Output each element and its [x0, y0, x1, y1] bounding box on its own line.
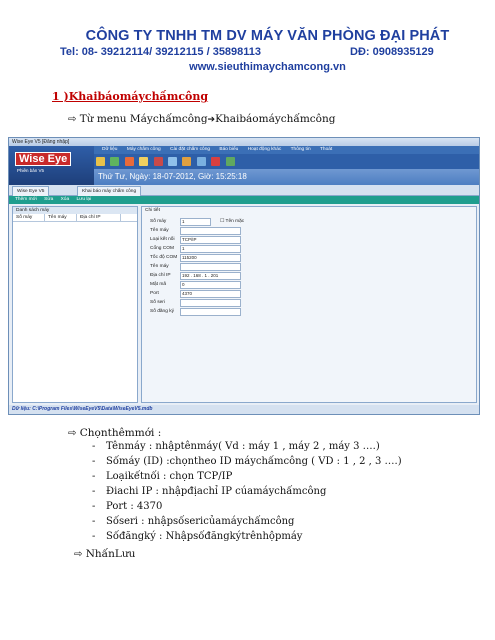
mobile-number: DĐ: 0908935129 — [350, 46, 434, 58]
machine-name-input[interactable] — [180, 263, 241, 271]
column-header[interactable]: Số máy — [13, 214, 45, 221]
edit-button[interactable]: Sửa — [44, 197, 54, 202]
list-item: - Loạikếtnối : chọn TCP/IP — [92, 471, 233, 482]
company-name: CÔNG TY TNHH TM DV MÁY VĂN PHÒNG ĐẠI PHÁT — [85, 28, 450, 44]
date-bar: Thứ Tư, Ngày: 18-07-2012, Giờ: 15:25:18 — [94, 169, 479, 185]
app-logo: Wise Eye — [15, 152, 71, 166]
device-list-header — [13, 214, 137, 222]
delete-button[interactable]: Xóa — [60, 197, 70, 202]
step-1-prefix: Từ menu Máychấmcông — [79, 113, 208, 125]
field-label: Số seri — [150, 300, 165, 305]
tool-icon[interactable] — [110, 157, 119, 166]
list-item: - Sốđăngký : Nhậpsốđăngkýtrênhộpmáy — [92, 531, 303, 542]
menu-bar — [94, 146, 479, 154]
menu-other[interactable]: Hoạt động khác — [247, 147, 282, 152]
tool-icon[interactable] — [211, 157, 220, 166]
toolbar — [94, 154, 479, 169]
menu-exit[interactable]: Thoát — [319, 147, 333, 152]
menu-reports[interactable]: Báo biểu — [219, 147, 239, 152]
add-button[interactable]: Thêm mới — [15, 197, 37, 202]
field-label: Cổng COM — [150, 246, 174, 251]
device-name-input[interactable] — [180, 227, 241, 235]
step-2-text: Chọnthêmmới : — [79, 427, 162, 439]
action-bar — [9, 196, 479, 204]
arrow-right-outline-icon: ⇨ — [74, 549, 83, 560]
checkbox-label: Tên mặc — [225, 219, 245, 224]
list-item: - Điachi IP : nhậpđịachỉ IP cúamáychấmcông — [92, 486, 327, 497]
window-title: Wise Eye V5 [Đăng nhập] — [9, 138, 479, 146]
list-item: - Tênmáy : nhậptênmáy( Vd : máy 1 , máy 2 , máy 3 ….) — [92, 441, 380, 452]
list-item-text: Loạikếtnối : chọn TCP/IP — [106, 471, 233, 482]
tool-icon[interactable] — [96, 157, 105, 166]
step-1-suffix: Khaibáomáychấmcông — [215, 113, 336, 125]
menu-info[interactable]: Thông tin — [290, 147, 311, 152]
save-button[interactable]: Lưu lại — [76, 197, 92, 202]
field-label: Tên máy — [150, 228, 169, 233]
tool-icon[interactable] — [182, 157, 191, 166]
arrow-right-outline-icon: ⇨ — [68, 428, 77, 439]
tool-icon[interactable] — [154, 157, 163, 166]
list-item: - Sốmáy (ID) :chọntheo ID máychấmcông ( VD : 1 , 2 , 3 ….) — [92, 456, 402, 467]
list-item: - Port : 4370 — [92, 501, 163, 512]
tab-row — [9, 185, 479, 196]
list-item-text: Sốmáy (ID) :chọntheo ID máychấmcông ( VD : 1 , 2 , 3 ….) — [106, 456, 402, 467]
connection-type-select[interactable]: TCP/IP — [180, 236, 241, 244]
field-label: Mật mã — [150, 282, 166, 287]
list-item-text: Port : 4370 — [106, 501, 163, 512]
arrow-right-solid-icon: ➔ — [207, 115, 216, 125]
step-3 — [74, 548, 135, 560]
step-3-text: NhấnLưu — [85, 548, 136, 560]
status-bar — [9, 405, 479, 414]
section-title: 1 )Khaibáomáychấmcông — [52, 90, 209, 103]
list-item: - Sốseri : nhậpsốsericủamáychấmcông — [92, 516, 295, 527]
tab-home[interactable]: Wise Eye V5 — [12, 186, 49, 196]
column-header[interactable]: Địa chỉ IP — [77, 214, 121, 221]
tool-icon[interactable] — [168, 157, 177, 166]
list-item-text: Điachi IP : nhậpđịachỉ IP cúamáychấmcông — [106, 486, 327, 497]
column-header[interactable]: Tên máy — [45, 214, 77, 221]
default-name-checkbox[interactable]: ☐ Tên mặc — [220, 219, 245, 224]
detail-panel — [141, 206, 477, 403]
website-link[interactable]: www.sieuthimaychamcong.vn — [189, 61, 346, 73]
registration-input[interactable] — [180, 308, 241, 316]
ip-address-input[interactable]: 192 . 168 . 1 . 201 — [180, 272, 241, 280]
list-item-text: Tênmáy : nhậptênmáy( Vd : máy 1 , máy 2 , máy 3 ….) — [106, 441, 380, 452]
tool-icon[interactable] — [226, 157, 235, 166]
step-2 — [68, 427, 161, 439]
field-label: Tên máy — [150, 264, 169, 269]
device-list-title: Danh sách máy — [13, 207, 137, 214]
tool-icon[interactable] — [125, 157, 134, 166]
menu-devices[interactable]: Máy chấm công — [126, 147, 161, 152]
field-label: Số máy — [150, 219, 167, 224]
tool-icon[interactable] — [139, 157, 148, 166]
port-input[interactable]: 4370 — [180, 290, 241, 298]
step-1 — [68, 113, 336, 125]
com-speed-select[interactable]: 115200 — [180, 254, 241, 262]
password-input[interactable]: 0 — [180, 281, 241, 289]
field-label: Loại kết nối — [150, 237, 175, 242]
field-label: Địa chỉ IP — [150, 273, 171, 278]
tab-device-setup[interactable]: Khai báo máy chấm công — [77, 186, 141, 196]
field-label: Port — [150, 291, 159, 296]
serial-input[interactable] — [180, 299, 241, 307]
status-text: Dữ liệu: C:\Program Files\WiseEyeV5\Data\WiseEyeV5.mdb — [12, 406, 153, 412]
logo-area — [9, 146, 94, 185]
tel-number: Tel: 08- 39212114/ 39212115 / 35898113 — [60, 46, 262, 58]
list-item-text: Sốseri : nhậpsốsericủamáychấmcông — [106, 516, 295, 527]
menu-data[interactable]: Dữ liệu — [102, 147, 118, 152]
app-screenshot — [8, 137, 480, 415]
list-item-text: Sốđăngký : Nhậpsốđăngkýtrênhộpmáy — [106, 531, 303, 542]
tool-icon[interactable] — [197, 157, 206, 166]
com-port-select[interactable]: 1 — [180, 245, 241, 253]
device-id-select[interactable]: 1 — [180, 218, 211, 226]
menu-settings[interactable]: Cài đặt chấm công — [170, 147, 211, 152]
field-label: Tốc độ COM — [150, 255, 178, 260]
field-label: Số đăng ký — [150, 309, 175, 314]
app-version: Phiên bản V5 — [17, 168, 45, 173]
detail-title: Chi tiết — [145, 208, 160, 213]
device-list-panel — [12, 206, 138, 403]
arrow-right-outline-icon: ⇨ — [68, 114, 77, 125]
